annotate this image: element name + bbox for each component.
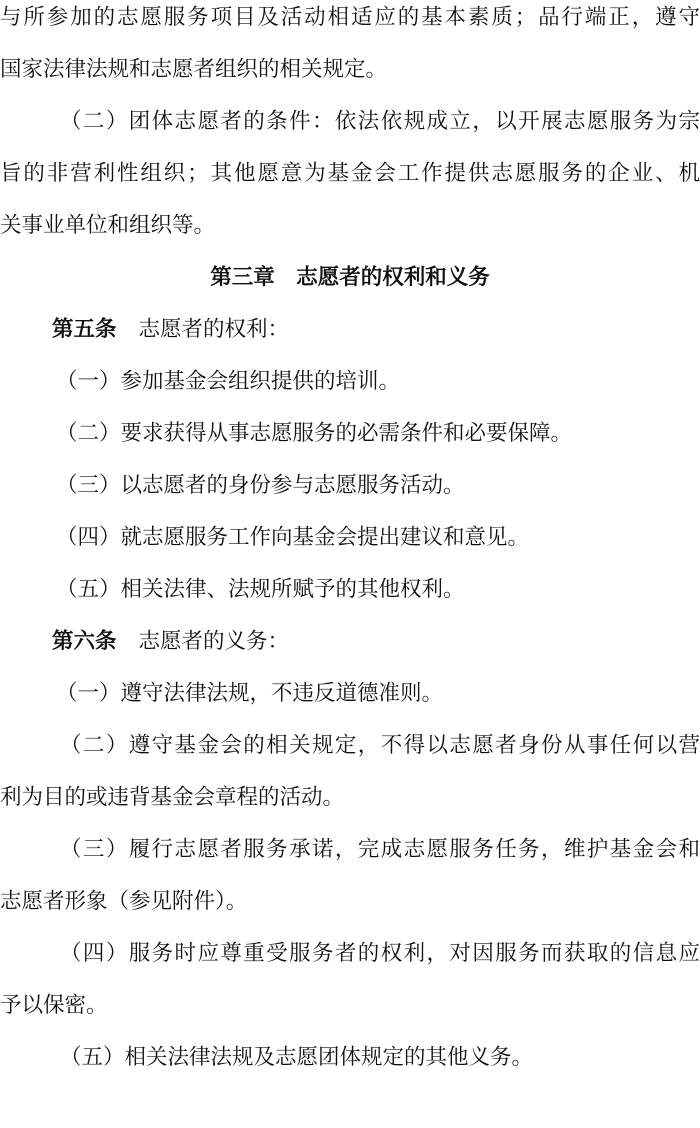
- list-item: （三）履行志愿者服务承诺，完成志愿服务任务，维护基金会和: [60, 837, 700, 862]
- list-item-continuation: 志愿者形象（参见附件）。: [0, 889, 248, 914]
- list-item-continuation: 予以保密。: [0, 993, 108, 1018]
- list-item: （四）就志愿服务工作向基金会提出建议和意见。: [56, 525, 530, 550]
- paragraph-line: 旨的非营利性组织；其他愿意为基金会工作提供志愿服务的企业、机: [0, 161, 700, 186]
- list-item-continuation: 利为目的或违背基金会章程的活动。: [0, 785, 345, 810]
- paragraph-line: （二）团体志愿者的条件：依法依规成立，以开展志愿服务为宗: [60, 109, 700, 134]
- list-item: （四）服务时应尊重受服务者的权利，对因服务而获取的信息应: [60, 941, 700, 966]
- list-item: （二）遵守基金会的相关规定，不得以志愿者身份从事任何以营: [60, 733, 700, 758]
- list-item: （一）参加基金会组织提供的培训。: [56, 369, 401, 394]
- list-item: （一）遵守法律法规，不违反道德准则。: [56, 681, 444, 706]
- article-six-heading: [52, 626, 700, 658]
- paragraph-line: 与所参加的志愿服务项目及活动相适应的基本素质；品行端正，遵守: [0, 5, 700, 30]
- article-six-text: 志愿者的义务：: [138, 629, 290, 654]
- paragraph-line: 国家法律法规和志愿者组织的相关规定。: [0, 57, 388, 82]
- article-five-label: 第五条: [52, 317, 117, 342]
- article-six-label: 第六条: [52, 629, 117, 654]
- article-five-text: 志愿者的权利：: [138, 317, 290, 342]
- list-item: （三）以志愿者的身份参与志愿服务活动。: [56, 473, 465, 498]
- article-five-heading: [52, 314, 700, 346]
- chapter-heading: 第三章 志愿者的权利和义务: [210, 265, 490, 290]
- list-item: （五）相关法律、法规所赋予的其他权利。: [56, 577, 465, 602]
- paragraph-line: 关事业单位和组织等。: [0, 213, 216, 238]
- list-item: （二）要求获得从事志愿服务的必需条件和必要保障。: [56, 421, 573, 446]
- list-item: （五）相关法律法规及志愿团体规定的其他义务。: [60, 1045, 534, 1070]
